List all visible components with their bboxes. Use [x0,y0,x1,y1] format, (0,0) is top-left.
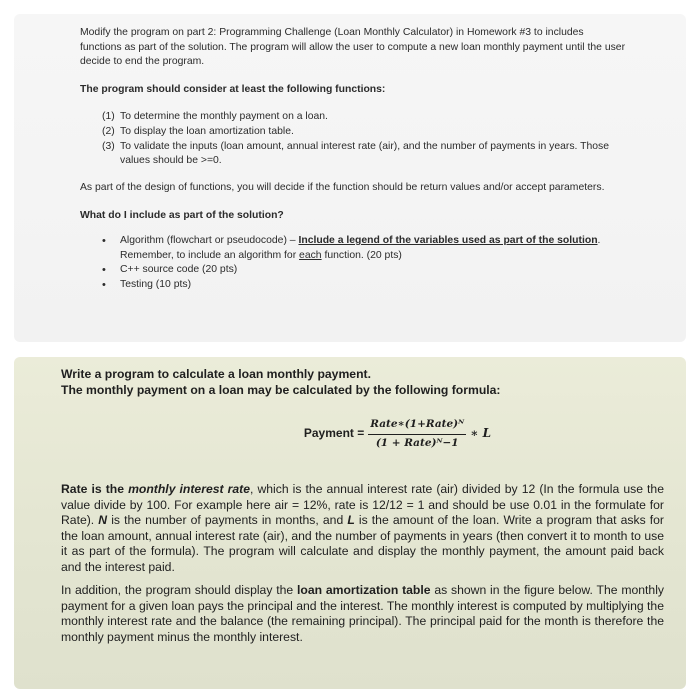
list-item-text: Algorithm (flowchart or pseudocode) – Include a legend of the variables used as part of the solution. Remember, to include an algorithm for each function. (20 pts) [120,234,601,261]
assignment-intro-text: Modify the program on part 2: Programming Challenge (Loan Monthly Calculator) in Homework #3 to includes functions as part of the solution. The program will allow the user to compute a new loan monthly payment until the user decide to end the program. [80,27,626,68]
list-item [102,110,626,125]
loan-payment-description-card [14,357,686,689]
functions-list [80,110,626,168]
design-note-text: As part of the design of functions, you will decide if the function should be return values and/or accept parameters. [80,181,605,193]
solution-list [80,234,626,292]
formula-label: Payment = [303,426,365,441]
list-item-number: (3) [102,140,115,152]
list-item-text: To validate the inputs (loan amount, annual interest rate (air), and the number of payments in years. Those values should be >=0. [120,140,610,167]
list-item-text: C++ source code (20 pts) [120,264,238,276]
assignment-instructions-card [14,14,686,342]
list-item [102,125,626,140]
formula-numerator: Rate∗(1+Rate)ᴺ [370,418,465,430]
list-item [102,140,626,169]
bullet-icon: • [102,264,106,277]
list-item-text: To determine the monthly payment on a loan. [120,111,328,123]
list-item [102,278,626,293]
formula-fraction [368,417,466,451]
list-item-text: Testing (10 pts) [120,278,192,290]
bullet-icon: • [102,278,106,291]
payment-formula [131,410,664,458]
rate-explanation-paragraph: Rate is the monthly interest rate, which is the annual interest rate (air) divided by 12 (In the formula use the value divide by 100. For example here air = 12%, rate is 12/12 = 1 and should be use 0.01 in the formulate for Rate). N is the number of payments in months, and L is the amount of the loan. Write a program that asks for the loan amount, annual interest rate (air), and the number of payments in years (then convert it to month to use it as part of the formula). The program will calculate and display the monthly payment, the amount paid back and the interest paid. [61,482,664,574]
list-item [102,263,626,278]
list-item-number: (2) [102,125,115,137]
legend-requirement-text: Include a legend of the variables used as part of the solution [298,234,598,246]
formula-loan-multiplier: ∗ L [470,426,492,441]
list-item-number: (1) [102,111,115,123]
formula-intro-text: The monthly payment on a loan may be calculated by the following formula: [61,382,501,397]
functions-heading: The program should consider at least the following functions: [80,83,386,95]
list-item-text: To display the loan amortization table. [120,125,294,137]
list-item [102,234,626,263]
fraction-bar [368,434,466,435]
formula-denominator: (1 + Rate)ᴺ−1 [375,436,459,449]
solution-question-heading: What do I include as part of the solution? [80,210,284,222]
amortization-explanation-paragraph: In addition, the program should display the loan amortization table as shown in the figure below. The monthly payment for a given loan pays the principal and the interest. The monthly interest is computed by multiplying the monthly interest rate and the balance (the remaining principal). The principal paid for the month is therefore the monthly payment minus the monthly interest. [61,583,664,644]
program-task-heading: Write a program to calculate a loan monthly payment. [61,367,371,381]
bullet-icon: • [102,234,106,247]
